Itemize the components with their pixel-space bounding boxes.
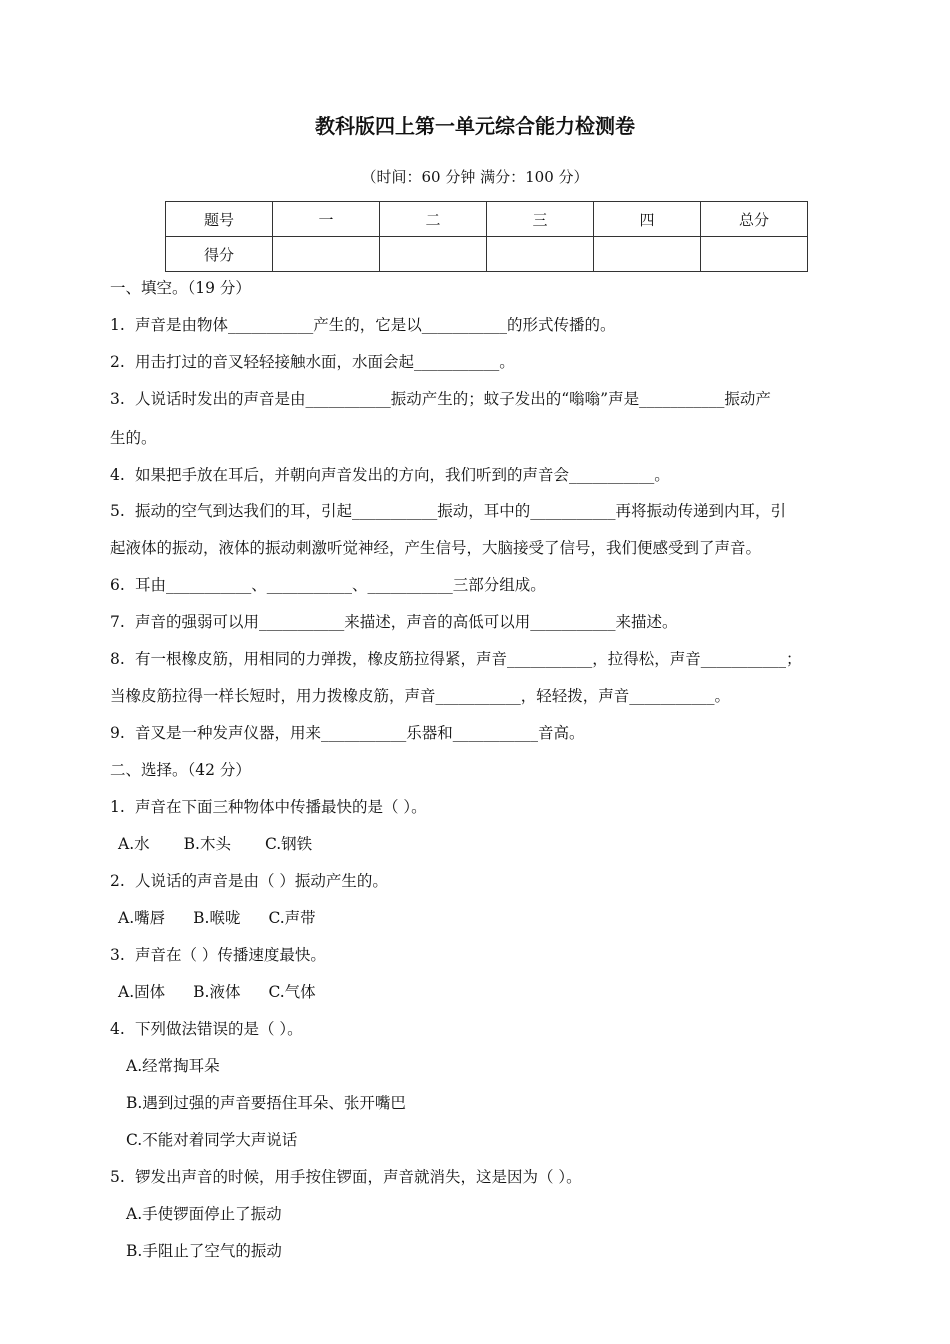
score-table (165, 201, 808, 272)
fill-question-7 (110, 610, 678, 632)
table-header-cell: 题号 (166, 202, 273, 237)
option-b: B.液体 (193, 983, 241, 1001)
score-cell[interactable] (594, 237, 701, 272)
score-cell[interactable] (701, 237, 808, 272)
question-text: 人说话时发出的声音是由___________振动产生的；蚊子发出的“嗡嗡”声是___________振动产 (135, 390, 771, 408)
fill-question-5 (110, 499, 786, 521)
option-c: C.气体 (268, 983, 316, 1001)
option-a: A.固体 (118, 983, 166, 1001)
question-text: 下列做法错误的是（ ）。 (135, 1020, 303, 1038)
question-continuation: 生的。 (110, 429, 157, 447)
table-header-cell: 三 (487, 202, 594, 237)
section-header: 一、填空。（19 分） (110, 279, 251, 297)
fill-question-3 (110, 387, 771, 409)
question-text: 振动的空气到达我们的耳，引起___________振动，耳中的___________再将振动传递到内耳，引 (135, 502, 787, 520)
choice-question-3 (110, 943, 326, 965)
question-number: 9. (110, 724, 125, 742)
question-number: 7. (110, 613, 125, 631)
question-number: 3. (110, 946, 125, 964)
table-header-cell: 四 (594, 202, 701, 237)
table-header-cell: 一 (273, 202, 380, 237)
fill-question-9 (110, 721, 585, 743)
question-text: 用击打过的音叉轻轻接触水面，水面会起___________。 (135, 353, 515, 371)
question-number: 5. (110, 502, 125, 520)
fill-question-1 (110, 313, 616, 335)
score-cell[interactable] (487, 237, 594, 272)
choice-options (118, 832, 312, 854)
section-header: 二、选择。（42 分） (110, 761, 251, 779)
question-number: 1. (110, 316, 125, 334)
option-b: B.木头 (183, 835, 231, 853)
question-text: 音叉是一种发声仪器，用来___________乐器和___________音高。 (135, 724, 585, 742)
option-a: A.嘴唇 (118, 909, 166, 927)
question-number: 2. (110, 353, 125, 371)
exam-info: （时间：60 分钟 满分：100 分） (361, 168, 589, 186)
choice-options (118, 980, 316, 1002)
question-number: 4. (110, 466, 125, 484)
score-cell[interactable] (273, 237, 380, 272)
table-row (166, 237, 808, 272)
option-a: A.手使锣面停止了振动 (126, 1205, 282, 1223)
option-c: C.不能对着同学大声说话 (126, 1131, 298, 1149)
question-number: 4. (110, 1020, 125, 1038)
question-text: 耳由___________、___________、___________三部分组成。 (135, 576, 546, 594)
fill-question-2 (110, 350, 515, 372)
page-title: 教科版四上第一单元综合能力检测卷 (315, 114, 635, 138)
question-text: 声音在（ ）传播速度最快。 (135, 946, 326, 964)
choice-question-5 (110, 1165, 582, 1187)
question-continuation: 当橡皮筋拉得一样长短时，用力拨橡皮筋，声音___________，轻轻拨，声音___________。 (110, 687, 731, 705)
question-text: 声音的强弱可以用___________来描述，声音的高低可以用___________来描述。 (135, 613, 678, 631)
option-a: A.经常掏耳朵 (126, 1057, 220, 1075)
option-c: C.声带 (268, 909, 316, 927)
table-row (166, 202, 808, 237)
choice-question-4 (110, 1017, 303, 1039)
option-a: A.水 (118, 835, 150, 853)
question-number: 6. (110, 576, 125, 594)
question-text: 锣发出声音的时候，用手按住锣面，声音就消失，这是因为（ ）。 (135, 1168, 582, 1186)
question-text: 声音是由物体___________产生的，它是以___________的形式传播的。 (135, 316, 616, 334)
fill-question-4 (110, 463, 670, 485)
option-c: C.钢铁 (264, 835, 313, 853)
option-b: B.遇到过强的声音要捂住耳朵、张开嘴巴 (126, 1094, 406, 1112)
question-number: 1. (110, 798, 125, 816)
option-b: B.手阻止了空气的振动 (126, 1242, 282, 1260)
question-number: 3. (110, 390, 125, 408)
score-cell[interactable] (380, 237, 487, 272)
question-text: 人说话的声音是由（ ）振动产生的。 (135, 872, 388, 890)
table-row-label: 得分 (166, 237, 273, 272)
choice-options (118, 906, 316, 928)
question-text: 声音在下面三种物体中传播最快的是（ ）。 (135, 798, 427, 816)
fill-question-6 (110, 573, 546, 595)
table-header-cell: 总分 (701, 202, 808, 237)
question-number: 2. (110, 872, 125, 890)
question-number: 5. (110, 1168, 125, 1186)
question-text: 如果把手放在耳后，并朝向声音发出的方向，我们听到的声音会___________。 (135, 466, 670, 484)
question-continuation: 起液体的振动，液体的振动刺激听觉神经，产生信号，大脑接受了信号，我们便感受到了声音。 (110, 539, 762, 557)
question-text: 有一根橡皮筋，用相同的力弹拨，橡皮筋拉得紧，声音___________，拉得松，声音___________； (135, 650, 802, 668)
table-header-cell: 二 (380, 202, 487, 237)
option-b: B.喉咙 (193, 909, 241, 927)
choice-question-2 (110, 869, 388, 891)
fill-question-8 (110, 647, 802, 669)
choice-question-1 (110, 795, 427, 817)
question-number: 8. (110, 650, 125, 668)
